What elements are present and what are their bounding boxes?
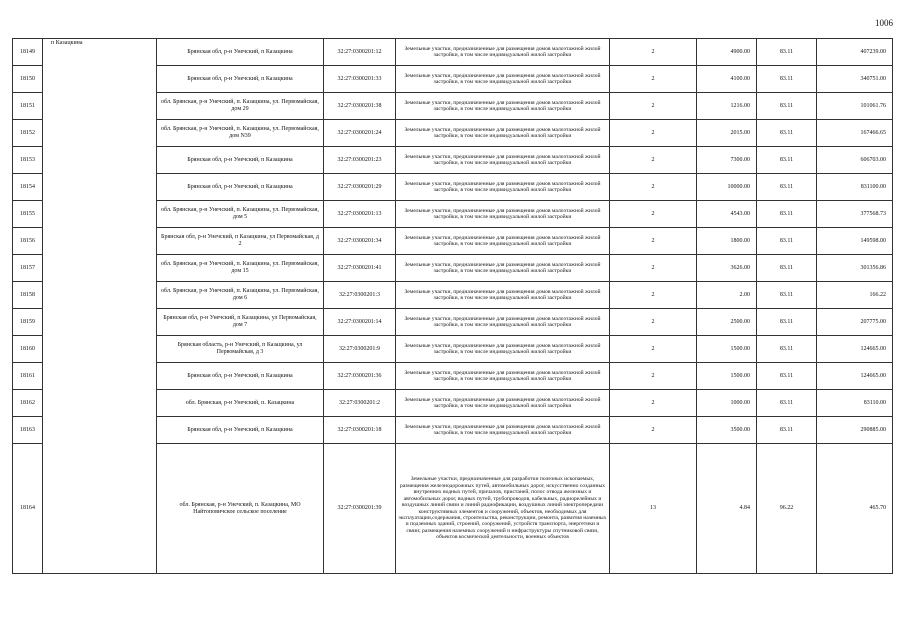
area-cell: 7300.00 bbox=[697, 147, 757, 174]
settlement-cell bbox=[43, 444, 157, 574]
row-number-cell: 18162 bbox=[13, 390, 43, 417]
cadastral-value-cell: 167466.65 bbox=[817, 120, 893, 147]
table-row bbox=[13, 147, 893, 174]
row-number-cell: 18153 bbox=[13, 147, 43, 174]
table-row bbox=[13, 444, 893, 574]
permitted-use-cell: Земельные участки, предназначенные для размещения домов малоэтажной жилой застройки, в том числе индивидуальной жилой застройки bbox=[396, 363, 610, 390]
specific-value-cell: 83.11 bbox=[757, 255, 817, 282]
specific-value-cell: 83.11 bbox=[757, 363, 817, 390]
cadastral-value-cell: 207775.00 bbox=[817, 309, 893, 336]
address-cell: обл. Брянская, р-н Унечский, п. Казацкина bbox=[157, 390, 324, 417]
permitted-use-cell: Земельные участки, предназначенные для размещения домов малоэтажной жилой застройки, в том числе индивидуальной жилой застройки bbox=[396, 228, 610, 255]
area-cell: 2500.00 bbox=[697, 309, 757, 336]
address-cell: Брянская обл, р-н Унечский, п Казацкина, ул Первомайская, д 2 bbox=[157, 228, 324, 255]
specific-value-cell: 83.11 bbox=[757, 417, 817, 444]
table-row bbox=[13, 390, 893, 417]
area-cell: 1000.00 bbox=[697, 390, 757, 417]
cadastral-value-cell: 83110.00 bbox=[817, 390, 893, 417]
category-code-cell: 2 bbox=[610, 228, 697, 255]
cadastral-value-cell: 149598.00 bbox=[817, 228, 893, 255]
settlement-cell bbox=[43, 255, 157, 282]
address-cell: обл. Брянская, р-н Унечский, п. Казацкина, ул. Первомайская, дом 29 bbox=[157, 93, 324, 120]
specific-value-cell: 83.11 bbox=[757, 228, 817, 255]
area-cell: 3500.00 bbox=[697, 417, 757, 444]
permitted-use-cell: Земельные участки, предназначенные для размещения домов малоэтажной жилой застройки, в том числе индивидуальной жилой застройки bbox=[396, 174, 610, 201]
category-code-cell: 2 bbox=[610, 417, 697, 444]
specific-value-cell: 83.11 bbox=[757, 174, 817, 201]
specific-value-cell: 83.11 bbox=[757, 66, 817, 93]
category-code-cell: 2 bbox=[610, 120, 697, 147]
category-code-cell: 2 bbox=[610, 174, 697, 201]
cadastral-number-cell: 32:27:0300201:41 bbox=[324, 255, 396, 282]
specific-value-cell: 83.11 bbox=[757, 336, 817, 363]
address-cell: Брянская обл, р-н Унечский, п Казацкина bbox=[157, 174, 324, 201]
category-code-cell: 2 bbox=[610, 93, 697, 120]
cadastral-number-cell: 32:27:0300201:36 bbox=[324, 363, 396, 390]
permitted-use-cell: Земельные участки, предназначенные для размещения домов малоэтажной жилой застройки, в том числе индивидуальной жилой застройки bbox=[396, 39, 610, 66]
area-cell: 1500.00 bbox=[697, 363, 757, 390]
cadastral-value-cell: 465.70 bbox=[817, 444, 893, 574]
address-cell: Брянская обл, р-н Унечский, п Казацкина bbox=[157, 417, 324, 444]
row-number-cell: 18158 bbox=[13, 282, 43, 309]
cadastral-value-cell: 124665.00 bbox=[817, 336, 893, 363]
table-row bbox=[13, 66, 893, 93]
category-code-cell: 2 bbox=[610, 39, 697, 66]
specific-value-cell: 83.11 bbox=[757, 282, 817, 309]
settlement-cell bbox=[43, 282, 157, 309]
permitted-use-cell: Земельные участки, предназначенные для размещения домов малоэтажной жилой застройки, в том числе индивидуальной жилой застройки bbox=[396, 336, 610, 363]
area-cell: 10000.00 bbox=[697, 174, 757, 201]
settlement-cell bbox=[43, 336, 157, 363]
settlement-cell bbox=[43, 174, 157, 201]
permitted-use-cell: Земельные участки, предназначенные для размещения домов малоэтажной жилой застройки, в том числе индивидуальной жилой застройки bbox=[396, 120, 610, 147]
row-number-cell: 18154 bbox=[13, 174, 43, 201]
table-row bbox=[13, 309, 893, 336]
permitted-use-cell: Земельные участки, предназначенные для размещения домов малоэтажной жилой застройки, в том числе индивидуальной жилой застройки bbox=[396, 390, 610, 417]
table-row bbox=[13, 363, 893, 390]
area-cell: 1216.00 bbox=[697, 93, 757, 120]
cadastral-value-cell: 407239.00 bbox=[817, 39, 893, 66]
cadastral-number-cell: 32:27:0300201:38 bbox=[324, 93, 396, 120]
area-cell: 3626.00 bbox=[697, 255, 757, 282]
permitted-use-cell: Земельные участки, предназначенные для размещения домов малоэтажной жилой застройки, в том числе индивидуальной жилой застройки bbox=[396, 417, 610, 444]
cadastral-value-cell: 606703.00 bbox=[817, 147, 893, 174]
row-number-cell: 18164 bbox=[13, 444, 43, 574]
settlement-cell bbox=[43, 390, 157, 417]
cadastral-value-cell: 301356.86 bbox=[817, 255, 893, 282]
settlement-cell bbox=[43, 120, 157, 147]
settlement-cell bbox=[43, 417, 157, 444]
table-row bbox=[13, 336, 893, 363]
category-code-cell: 2 bbox=[610, 147, 697, 174]
table-row bbox=[13, 174, 893, 201]
area-cell: 4543.00 bbox=[697, 201, 757, 228]
cadastral-number-cell: 32:27:0300201:2 bbox=[324, 390, 396, 417]
category-code-cell: 2 bbox=[610, 255, 697, 282]
table-row bbox=[13, 255, 893, 282]
cadastral-value-cell: 124665.00 bbox=[817, 363, 893, 390]
address-cell: Брянская обл, р-н Унечский, п Казацкина bbox=[157, 363, 324, 390]
settlement-cell bbox=[43, 147, 157, 174]
settlement-cell bbox=[43, 93, 157, 120]
address-cell: обл. Брянская, р-н Унечский, п. Казацкина, ул. Первомайская, дом 5 bbox=[157, 201, 324, 228]
specific-value-cell: 83.11 bbox=[757, 309, 817, 336]
area-cell: 1800.00 bbox=[697, 228, 757, 255]
cadastral-number-cell: 32:27:0300201:14 bbox=[324, 309, 396, 336]
row-number-cell: 18149 bbox=[13, 39, 43, 66]
row-number-cell: 18160 bbox=[13, 336, 43, 363]
specific-value-cell: 83.11 bbox=[757, 93, 817, 120]
specific-value-cell: 83.11 bbox=[757, 147, 817, 174]
cadastral-number-cell: 32:27:0300201:12 bbox=[324, 39, 396, 66]
permitted-use-cell: Земельные участки, предназначенные для разработки полезных ископаемых, размещения железнодорожных путей, автомобильных дорог, искусственно созданных внутренних водных путей, причалов, пристаней, полос отвода железных и автомобильных дорог, водных путей, трубопроводов, кабельных, радиорелейных и воздушных линий связи и линий радиофикации, воздушных линий электропередачи конструктивных элементов и сооружений, объектов, необходимых для эксплуатации,содержания, строительства, реконструкции, ремонта, развития наземных и подземных зданий, строений, сооружений, устройств транспорта, энергетики и связи; размещения наземных сооружений и инфраструктуры спутниковой связи, объектов космической деятельности, военных объектов bbox=[396, 444, 610, 574]
page-number: 1006 bbox=[875, 18, 893, 28]
area-cell: 2.00 bbox=[697, 282, 757, 309]
category-code-cell: 2 bbox=[610, 390, 697, 417]
permitted-use-cell: Земельные участки, предназначенные для размещения домов малоэтажной жилой застройки, в том числе индивидуальной жилой застройки bbox=[396, 309, 610, 336]
specific-value-cell: 96.22 bbox=[757, 444, 817, 574]
category-code-cell: 2 bbox=[610, 336, 697, 363]
row-number-cell: 18155 bbox=[13, 201, 43, 228]
category-code-cell: 2 bbox=[610, 282, 697, 309]
specific-value-cell: 83.11 bbox=[757, 39, 817, 66]
row-number-cell: 18161 bbox=[13, 363, 43, 390]
cadastral-number-cell: 32:27:0300201:9 bbox=[324, 336, 396, 363]
cadastral-number-cell: 32:27:0300201:13 bbox=[324, 201, 396, 228]
cadastral-value-cell: 340751.00 bbox=[817, 66, 893, 93]
specific-value-cell: 83.11 bbox=[757, 201, 817, 228]
permitted-use-cell: Земельные участки, предназначенные для размещения домов малоэтажной жилой застройки, в том числе индивидуальной жилой застройки bbox=[396, 93, 610, 120]
settlement-cell bbox=[43, 363, 157, 390]
address-cell: Брянская обл, р-н Унечский, п Казацкина bbox=[157, 66, 324, 93]
cadastral-number-cell: 32:27:0300201:24 bbox=[324, 120, 396, 147]
area-cell: 4900.00 bbox=[697, 39, 757, 66]
area-cell: 2015.00 bbox=[697, 120, 757, 147]
cadastral-value-cell: 377568.73 bbox=[817, 201, 893, 228]
address-cell: Брянская обл, р-н Унечский, п Казацкина bbox=[157, 39, 324, 66]
row-number-cell: 18152 bbox=[13, 120, 43, 147]
settlement-cell: п Казацкина bbox=[43, 39, 157, 66]
table-row bbox=[13, 228, 893, 255]
category-code-cell: 2 bbox=[610, 309, 697, 336]
area-cell: 4.84 bbox=[697, 444, 757, 574]
table-body bbox=[13, 39, 893, 574]
cadastral-number-cell: 32:27:0300201:29 bbox=[324, 174, 396, 201]
cadastral-number-cell: 32:27:0300201:34 bbox=[324, 228, 396, 255]
settlement-cell bbox=[43, 309, 157, 336]
address-cell: Брянская обл, р-н Унечский, п Казацкина, ул Первомайская, дом 7 bbox=[157, 309, 324, 336]
cadastral-value-cell: 101061.76 bbox=[817, 93, 893, 120]
cadastral-number-cell: 32:27:0300201:3 bbox=[324, 282, 396, 309]
category-code-cell: 2 bbox=[610, 66, 697, 93]
area-cell: 1500.00 bbox=[697, 336, 757, 363]
category-code-cell: 2 bbox=[610, 201, 697, 228]
cadastral-number-cell: 32:27:0300201:18 bbox=[324, 417, 396, 444]
cadastral-number-cell: 32:27:0300201:39 bbox=[324, 444, 396, 574]
row-number-cell: 18156 bbox=[13, 228, 43, 255]
table-row bbox=[13, 282, 893, 309]
permitted-use-cell: Земельные участки, предназначенные для размещения домов малоэтажной жилой застройки, в том числе индивидуальной жилой застройки bbox=[396, 255, 610, 282]
address-cell: обл. Брянская, р-н Унечский, п. Казацкина, ул. Первомайская, дом N39 bbox=[157, 120, 324, 147]
area-cell: 4100.00 bbox=[697, 66, 757, 93]
cadastral-number-cell: 32:27:0300201:33 bbox=[324, 66, 396, 93]
row-number-cell: 18159 bbox=[13, 309, 43, 336]
settlement-cell bbox=[43, 66, 157, 93]
row-number-cell: 18151 bbox=[13, 93, 43, 120]
table-row bbox=[13, 93, 893, 120]
permitted-use-cell: Земельные участки, предназначенные для размещения домов малоэтажной жилой застройки, в том числе индивидуальной жилой застройки bbox=[396, 201, 610, 228]
cadastral-value-table bbox=[12, 38, 893, 574]
cadastral-value-cell: 290885.00 bbox=[817, 417, 893, 444]
specific-value-cell: 83.11 bbox=[757, 120, 817, 147]
table-row bbox=[13, 201, 893, 228]
address-cell: обл. Брянская, р-н Унечский, п. Казацкина, ул. Первомайская, дом 15 bbox=[157, 255, 324, 282]
row-number-cell: 18163 bbox=[13, 417, 43, 444]
specific-value-cell: 83.11 bbox=[757, 390, 817, 417]
category-code-cell: 13 bbox=[610, 444, 697, 574]
settlement-cell bbox=[43, 228, 157, 255]
table-row bbox=[13, 120, 893, 147]
cadastral-value-cell: 166.22 bbox=[817, 282, 893, 309]
table-row bbox=[13, 39, 893, 66]
address-cell: обл. Брянская, р-н Унечский, п. Казацкина, МО Найтоповичское сельское поселение bbox=[157, 444, 324, 574]
table-row bbox=[13, 417, 893, 444]
address-cell: Брянская обл, р-н Унечский, п Казацкина bbox=[157, 147, 324, 174]
cadastral-number-cell: 32:27:0300201:23 bbox=[324, 147, 396, 174]
permitted-use-cell: Земельные участки, предназначенные для размещения домов малоэтажной жилой застройки, в том числе индивидуальной жилой застройки bbox=[396, 66, 610, 93]
permitted-use-cell: Земельные участки, предназначенные для размещения домов малоэтажной жилой застройки, в том числе индивидуальной жилой застройки bbox=[396, 282, 610, 309]
row-number-cell: 18157 bbox=[13, 255, 43, 282]
address-cell: Брянская область, р-н Унечский, п Казацкина, ул Первомайская, д 3 bbox=[157, 336, 324, 363]
address-cell: обл. Брянская, р-н Унечский, п. Казацкина, ул. Первомайская, дом 6 bbox=[157, 282, 324, 309]
cadastral-value-cell: 831100.00 bbox=[817, 174, 893, 201]
settlement-cell bbox=[43, 201, 157, 228]
category-code-cell: 2 bbox=[610, 363, 697, 390]
permitted-use-cell: Земельные участки, предназначенные для размещения домов малоэтажной жилой застройки, в том числе индивидуальной жилой застройки bbox=[396, 147, 610, 174]
row-number-cell: 18150 bbox=[13, 66, 43, 93]
